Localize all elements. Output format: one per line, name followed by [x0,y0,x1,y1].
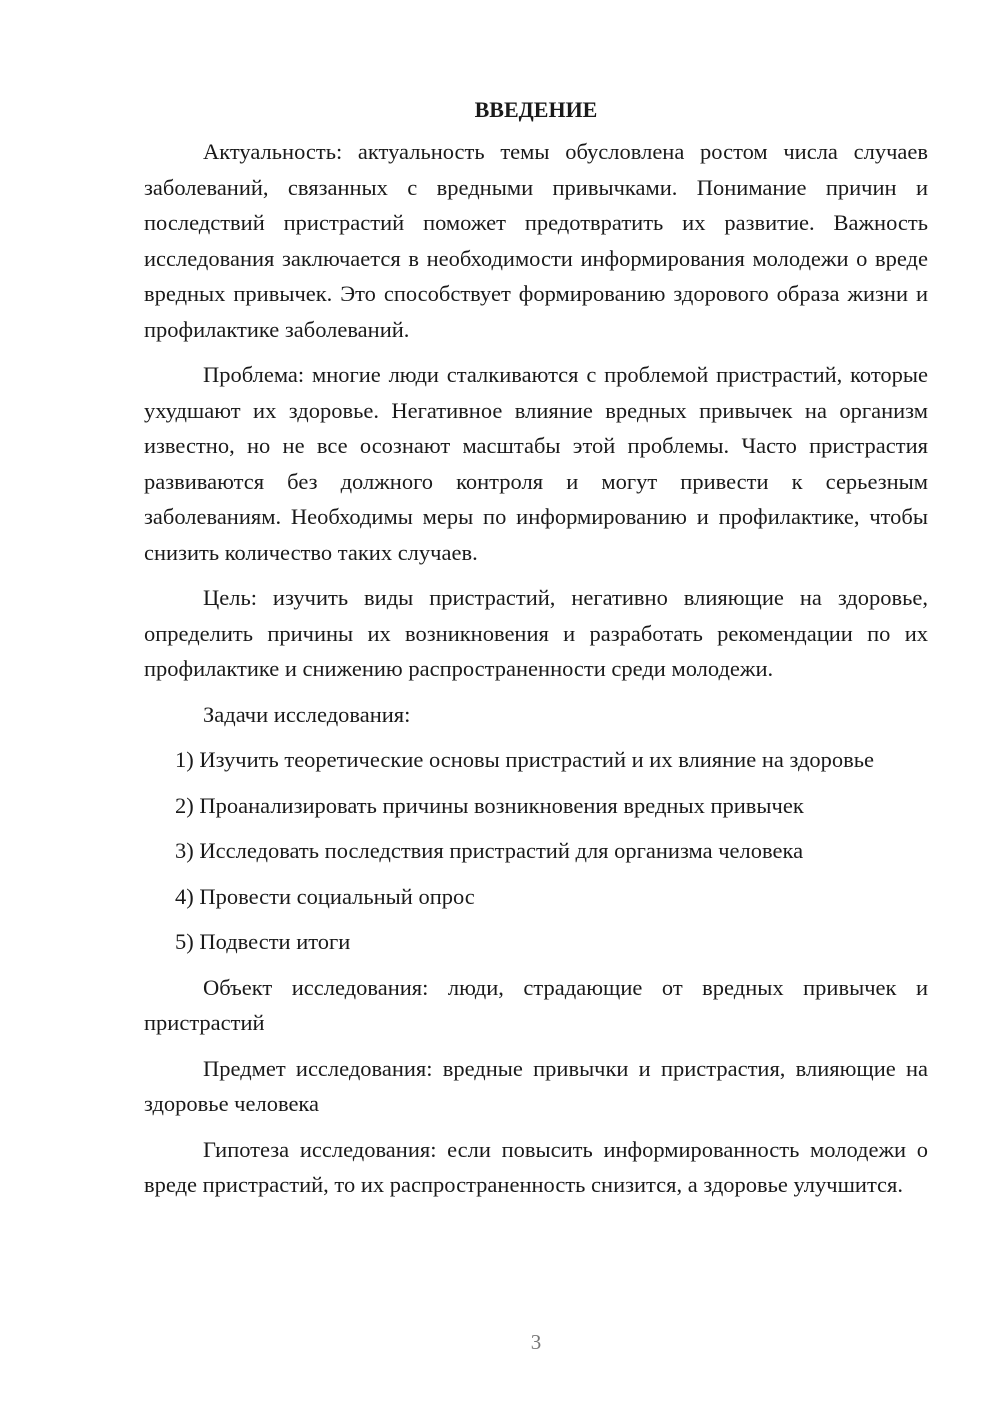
task-item-2: 2) Проанализировать причины возникновения вредных привычек [175,792,804,818]
paragraph-hypothesis: Гипотеза исследования: если повысить информированность молодежи о вреде пристрастий, то их распространенность снизится, а здоровье улучшится. [144,1136,928,1197]
page-number: 3 [530,1330,542,1354]
task-item-4: 4) Провести социальный опрос [175,883,475,909]
task-item-3: 3) Исследовать последствия пристрастий для организма человека [175,838,804,863]
section-heading: ВВЕДЕНИЕ [474,97,598,122]
paragraph-problem: Проблема: многие люди сталкиваются с проблемой пристрастий, которые ухудшают их здоровье. Негативное влияние вредных привычек на организм известно, но не все осознают масштабы этой проблемы. Часто пристрастия развиваются без должного контроля и могут привести к серьезным заболеваниям. Необходимы меры по информированию и профилактике, чтобы снизить количество таких случаев. [144,362,928,565]
task-item-5: 5) Подвести итоги [175,929,351,954]
paragraph-relevance: Актуальность: актуальность темы обусловлена ростом числа случаев заболеваний, связанных с вредными привычками. Понимание причин и последствий пристрастий поможет предотвратить их развитие. Важность исследования заключается в необходимости информирования молодежи о вреде вредных привычек. Это способствует формированию здорового образа жизни и профилактике заболеваний. [144,139,928,342]
document-page [144,92,928,1213]
task-item-1: 1) Изучить теоретические основы пристрастий и их влияние на здоровье [175,747,875,772]
paragraph-object: Объект исследования: люди, страдающие от вредных привычек и пристрастий [144,974,928,1035]
paragraph-subject: Предмет исследования: вредные привычки и пристрастия, влияющие на здоровье человека [144,1055,928,1116]
tasks-intro: Задачи исследования: [203,701,411,727]
paragraph-goal: Цель: изучить виды пристрастий, негативно влияющие на здоровье, определить причины их возникновения и разработать рекомендации по их профилактике и снижению распространенности среди молодежи. [144,585,928,681]
